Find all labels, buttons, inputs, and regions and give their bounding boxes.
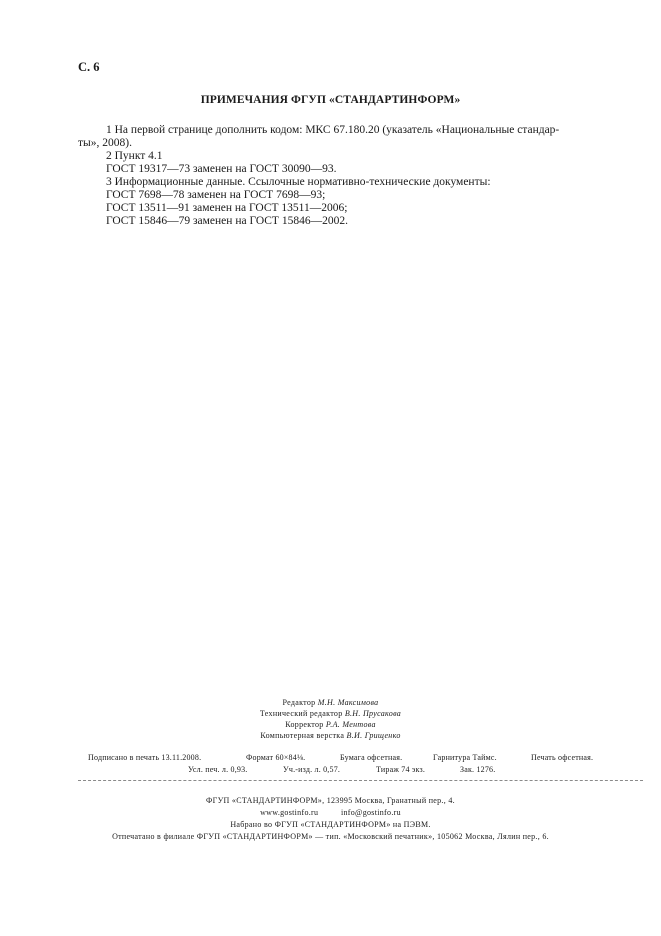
notes-heading: ПРИМЕЧАНИЯ ФГУП «СТАНДАРТИНФОРМ» (200, 94, 461, 106)
imprint-print-sheets: Усл. печ. л. 0,93. (188, 765, 248, 774)
credit-tech-editor (0, 709, 661, 719)
credit-editor (0, 698, 661, 708)
note-3-line-2: ГОСТ 7698—78 заменен на ГОСТ 7698—93; (106, 189, 326, 201)
footer-email: info@gostinfo.ru (340, 808, 401, 817)
footer-contacts (0, 808, 661, 818)
imprint-printing: Печать офсетная. (531, 753, 594, 762)
credit-layout-name: В.И. Грищенко (346, 731, 401, 740)
credit-layout-label: Компьютерная верстка (260, 731, 345, 740)
credit-proofreader-name: Р.А. Ментова (325, 720, 376, 729)
credit-layout (0, 731, 661, 741)
credit-tech-editor-name: В.Н. Прусакова (344, 709, 402, 718)
imprint-format: Формат 60×84⅛. (246, 753, 306, 762)
credit-editor-label: Редактор (282, 698, 316, 707)
credit-editor-name: М.Н. Максимова (317, 698, 379, 707)
imprint-print-run: Тираж 74 экз. (376, 765, 426, 774)
credit-tech-editor-label: Технический редактор (259, 709, 343, 718)
note-2-line-1: 2 Пункт 4.1 (106, 150, 163, 162)
imprint-typeface: Гарнитура Таймс. (433, 753, 497, 762)
divider-rule (78, 780, 643, 781)
footer-printed: Отпечатано в филиале ФГУП «СТАНДАРТИНФОРМ» — тип. «Московский печатник», 105062 Москва, Лялин пер., 6. (112, 832, 549, 841)
footer-address: ФГУП «СТАНДАРТИНФОРМ», 123995 Москва, Гранатный пер., 4. (206, 796, 455, 805)
imprint-paper: Бумага офсетная. (340, 753, 403, 762)
page-number: С. 6 (78, 60, 100, 74)
note-2-line-2: ГОСТ 19317—73 заменен на ГОСТ 30090—93. (106, 163, 337, 175)
footer-website: www.gostinfo.ru (260, 808, 319, 817)
note-3-line-1: 3 Информационные данные. Ссылочные нормативно-технические документы: (106, 176, 491, 188)
imprint-order: Зак. 1276. (460, 765, 496, 774)
note-3-line-3: ГОСТ 13511—91 заменен на ГОСТ 13511—2006; (106, 202, 348, 214)
credit-proofreader (0, 720, 661, 730)
imprint-signed: Подписано в печать 13.11.2008. (88, 753, 202, 762)
note-1-line-1: 1 На первой странице дополнить кодом: МКС 67.180.20 (указатель «Национальные стандар- (106, 124, 560, 136)
footer-typeset: Набрано во ФГУП «СТАНДАРТИНФОРМ» на ПЭВМ. (230, 820, 431, 829)
credit-proofreader-label: Корректор (285, 720, 324, 729)
imprint-publishing-sheets: Уч.-изд. л. 0,57. (283, 765, 341, 774)
note-3-line-4: ГОСТ 15846—79 заменен на ГОСТ 15846—2002. (106, 215, 348, 227)
note-1-line-2: ты», 2008). (78, 137, 132, 149)
